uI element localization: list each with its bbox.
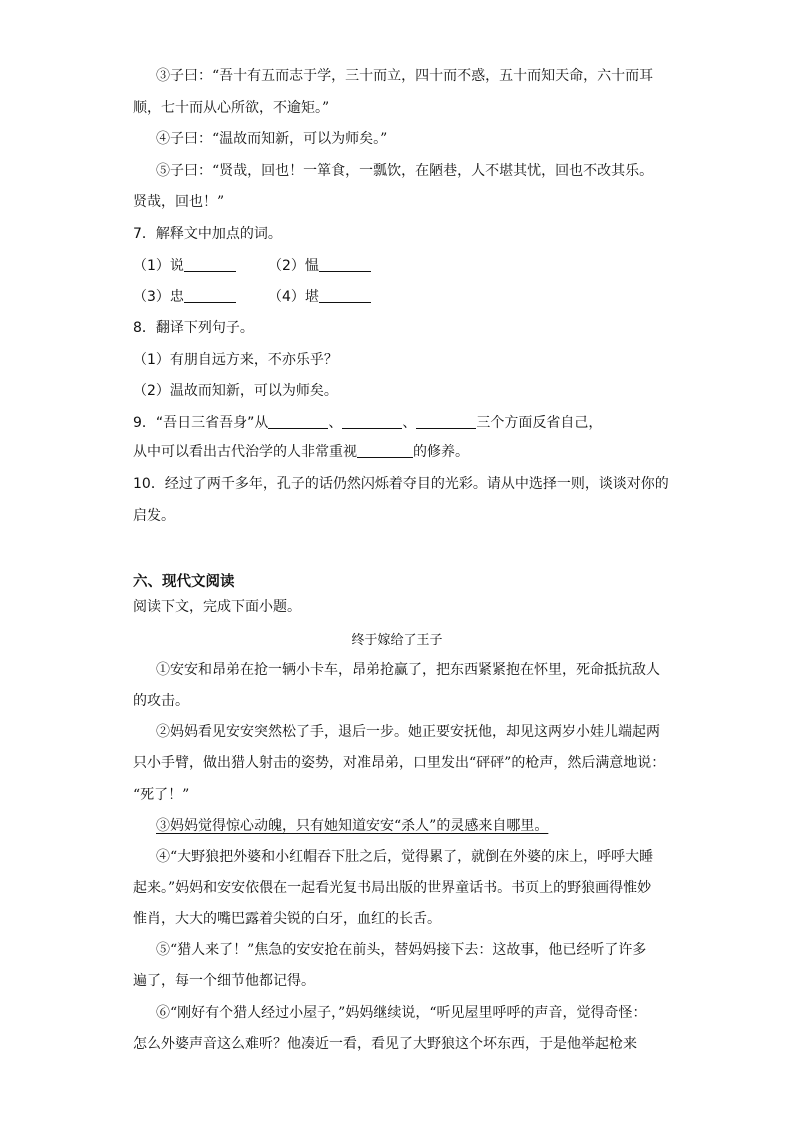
question-7-item-4 (268, 287, 371, 307)
question-9-text-a: 9．“吾日三省吾身”从 (133, 415, 269, 431)
question-7: 7．解释文中加点的词。 (133, 226, 282, 242)
passage-para-6-cont: 怎么外婆声音这么难听？他凑近一看，看见了大野狼这个坏东西，于是他举起枪来 (133, 1036, 637, 1052)
answer-blank-9-3[interactable] (416, 414, 476, 429)
section-6-heading: 六、现代文阅读 (133, 574, 235, 590)
question-8-item-2: （2）温故而知新，可以为师矣。 (133, 383, 338, 399)
answer-blank-7-2[interactable] (319, 257, 371, 272)
question-10: 10．经过了两千多年，孔子的话仍然闪烁着夺目的光彩。请从中选择一则，谈谈对你的 (133, 476, 669, 492)
passage-para-2-cont-2: “死了！” (133, 787, 190, 803)
analects-para-5-cont: 贤哉，回也！” (133, 194, 225, 210)
question-8: 8．翻译下列句子。 (133, 320, 254, 336)
passage-para-3-underlined: ③妈妈觉得惊心动魄，只有她知道安安“杀人”的灵感来自哪里。 (156, 818, 549, 834)
question-9 (133, 413, 602, 433)
question-9-text-c: 从中可以看出古代治学的人非常重视 (133, 444, 357, 460)
answer-blank-7-4[interactable] (319, 288, 371, 303)
question-7-item-4-label: （4）堪 (268, 289, 319, 305)
question-7-item-2-label: （2）愠 (268, 258, 319, 274)
question-7-item-2 (268, 256, 371, 276)
answer-blank-9-2[interactable] (342, 414, 402, 429)
question-7-item-1-label: （1）说 (133, 258, 184, 274)
passage-para-5-cont: 遍了，每一个细节他都记得。 (133, 973, 315, 989)
passage-para-1: ①安安和昂弟在抢一辆小卡车，昂弟抢赢了，把东西紧紧抱在怀里，死命抵抗敌人 (156, 662, 660, 678)
passage-para-4-cont-2: 惟肖，大大的嘴巴露着尖锐的白牙，血红的长舌。 (133, 911, 441, 927)
question-9-sep-2: 、 (402, 415, 417, 431)
answer-blank-7-3[interactable] (184, 288, 236, 303)
question-9-text-b: 三个方面反省自己， (476, 415, 603, 431)
question-8-item-1: （1）有朋自远方来，不亦乐乎？ (133, 352, 338, 368)
analects-para-5: ⑤子曰：“贤哉，回也！一箪食，一瓢饮，在陋巷，人不堪其忧，回也不改其乐。 (156, 163, 654, 179)
passage-title: 终于嫁给了王子 (351, 633, 443, 648)
analects-para-3-cont: 顺，七十而从心所欲，不逾矩。” (133, 100, 330, 116)
question-9-sep-1: 、 (328, 415, 343, 431)
answer-blank-7-1[interactable] (184, 257, 236, 272)
question-7-item-1 (133, 256, 236, 276)
answer-blank-9-1[interactable] (268, 414, 328, 429)
question-9-text-d: 的修养。 (413, 444, 469, 460)
passage-para-4: ④“大野狼把外婆和小红帽吞下肚之后，觉得累了，就倒在外婆的床上，呼呼大睡 (156, 849, 654, 865)
passage-para-1-cont: 的攻击。 (133, 693, 189, 709)
passage-para-2-cont-1: 只小手臂，做出猎人射击的姿势，对准昂弟，口里发出“砰砰”的枪声，然后满意地说： (133, 755, 666, 771)
section-6-intro: 阅读下文，完成下面小题。 (133, 599, 301, 615)
question-7-item-3-label: （3）忠 (133, 289, 184, 305)
passage-para-6: ⑥“刚好有个猎人经过小屋子，”妈妈继续说，“听见屋里呼呼的声音，觉得奇怪： (156, 1005, 647, 1021)
passage-para-2: ②妈妈看见安安突然松了手，退后一步。她正要安抚他，却见这两岁小娃儿端起两 (156, 724, 660, 740)
question-10-cont: 启发。 (133, 508, 175, 524)
passage-para-4-cont-1: 起来。”妈妈和安安依偎在一起看光复书局出版的世界童话书。书页上的野狼画得惟妙 (133, 880, 652, 896)
question-9-cont (133, 442, 469, 462)
analects-para-3: ③子曰：“吾十有五而志于学，三十而立，四十而不惑，五十而知天命，六十而耳 (156, 68, 654, 84)
answer-blank-9-4[interactable] (357, 443, 413, 458)
question-7-item-3 (133, 287, 236, 307)
passage-para-5: ⑤“猎人来了！”焦急的安安抢在前头，替妈妈接下去：这故事，他已经听了许多 (156, 942, 647, 958)
analects-para-4: ④子曰：“温故而知新，可以为师矣。” (156, 131, 388, 147)
